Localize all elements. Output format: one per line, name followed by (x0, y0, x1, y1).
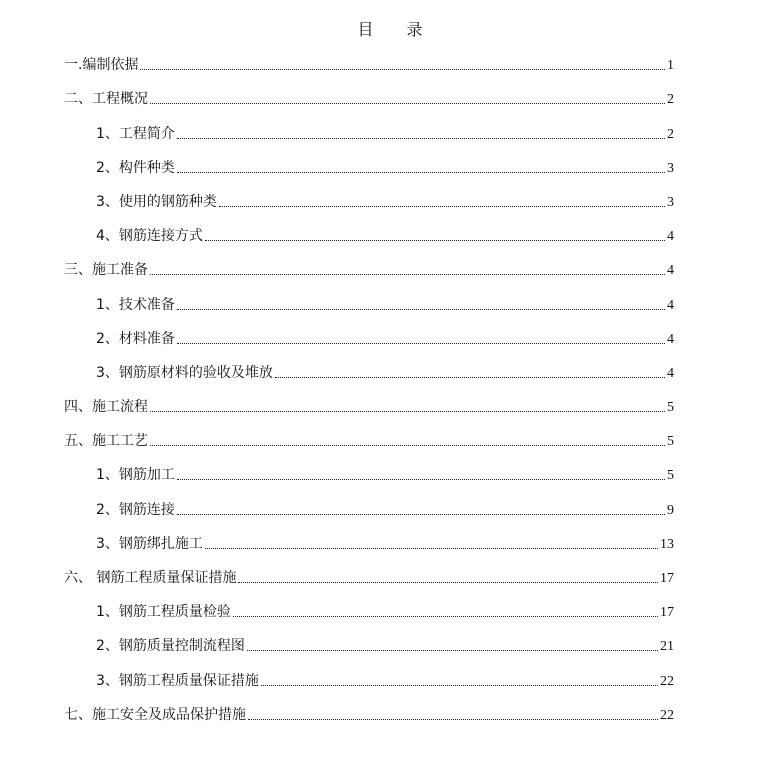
toc-entry-label: 二、工程概况 (64, 91, 148, 108)
toc-entry[interactable] (64, 559, 674, 593)
toc-dot-leader (205, 240, 665, 241)
toc-dot-leader (177, 309, 665, 310)
toc-entry-page-number: 5 (667, 434, 674, 450)
toc-entry-page-number: 17 (660, 605, 674, 621)
toc-entry[interactable] (64, 80, 674, 114)
toc-dot-leader (177, 514, 665, 515)
toc-entry[interactable] (64, 593, 674, 627)
toc-entry-page-number: 21 (660, 639, 674, 655)
toc-entry-label: 五、施工工艺 (64, 433, 148, 450)
toc-entry-label: 2、钢筋质量控制流程图 (96, 638, 245, 655)
toc-entry-page-number: 17 (660, 571, 674, 586)
toc-dot-leader (248, 719, 658, 720)
toc-entry[interactable] (64, 251, 674, 285)
toc-entry-label: 1、钢筋加工 (96, 467, 175, 484)
toc-dot-leader (140, 69, 665, 70)
toc-entry-page-number: 22 (660, 673, 674, 689)
toc-entry-label: 三、施工准备 (64, 262, 148, 279)
toc-entry-label: 四、施工流程 (64, 399, 148, 416)
toc-entry-page-number: 5 (667, 400, 674, 416)
toc-entry-page-number: 4 (667, 229, 674, 245)
toc-entry-page-number: 4 (667, 263, 674, 279)
toc-entry[interactable] (64, 354, 674, 388)
toc-entry[interactable] (64, 114, 674, 148)
toc-dot-leader (177, 138, 665, 139)
toc-entry-page-number: 3 (667, 194, 674, 210)
toc-entry-label: 3、钢筋原材料的验收及堆放 (96, 364, 273, 381)
toc-dot-leader (150, 103, 665, 104)
toc-entry-page-number: 4 (667, 331, 674, 347)
toc-entry-label: 1、技术准备 (96, 296, 175, 313)
toc-entry-page-number: 1 (667, 58, 674, 74)
toc-entry[interactable] (64, 320, 674, 354)
toc-entry[interactable] (64, 525, 674, 559)
toc-entry[interactable] (64, 183, 674, 217)
toc-entry-label: 七、施工安全及成品保护措施 (64, 706, 246, 723)
toc-dot-leader (205, 548, 658, 549)
toc-entry-label: 1、工程简介 (96, 125, 175, 142)
toc-entry-label: 3、钢筋绑扎施工 (96, 535, 203, 552)
toc-entry[interactable] (64, 388, 674, 422)
toc-dot-leader (177, 343, 665, 344)
toc-entry-label: 2、构件种类 (96, 159, 175, 176)
toc-entry-label: 一.编制依据 (64, 57, 139, 74)
toc-entry[interactable] (64, 490, 674, 524)
toc-entry-page-number: 9 (667, 502, 674, 518)
toc-entry-page-number: 22 (660, 707, 674, 723)
toc-dot-leader (247, 650, 658, 651)
toc-dot-leader (238, 582, 658, 583)
toc-list (64, 46, 674, 730)
toc-entry-label: 六、 钢筋工程质量保证措施 (64, 570, 237, 586)
toc-entry-page-number: 2 (667, 126, 674, 142)
toc-entry[interactable] (64, 456, 674, 490)
toc-entry-label: 3、使用的钢筋种类 (96, 193, 217, 210)
toc-entry[interactable] (64, 627, 674, 661)
toc-entry-page-number: 5 (667, 468, 674, 484)
toc-dot-leader (261, 685, 658, 686)
toc-entry[interactable] (64, 149, 674, 183)
toc-entry-label: 1、钢筋工程质量检验 (96, 604, 231, 621)
toc-entry[interactable] (64, 661, 674, 695)
toc-entry-page-number: 4 (667, 297, 674, 313)
toc-dot-leader (150, 411, 665, 412)
toc-dot-leader (219, 206, 665, 207)
toc-entry-label: 2、材料准备 (96, 330, 175, 347)
toc-dot-leader (150, 445, 665, 446)
toc-entry-label: 3、钢筋工程质量保证措施 (96, 672, 259, 689)
toc-entry-page-number: 3 (667, 160, 674, 176)
toc-dot-leader (275, 377, 665, 378)
toc-dot-leader (177, 479, 665, 480)
toc-entry[interactable] (64, 285, 674, 319)
toc-entry[interactable] (64, 46, 674, 80)
toc-dot-leader (177, 172, 665, 173)
toc-entry[interactable] (64, 422, 674, 456)
toc-entry-label: 4、钢筋连接方式 (96, 228, 203, 245)
toc-entry-page-number: 2 (667, 92, 674, 108)
toc-dot-leader (150, 274, 665, 275)
toc-entry[interactable] (64, 696, 674, 730)
toc-title: 目 录 (357, 20, 437, 39)
toc-entry-page-number: 13 (660, 536, 674, 552)
toc-entry-page-number: 4 (667, 365, 674, 381)
toc-entry-label: 2、钢筋连接 (96, 501, 175, 518)
toc-dot-leader (233, 616, 658, 617)
toc-entry[interactable] (64, 217, 674, 251)
